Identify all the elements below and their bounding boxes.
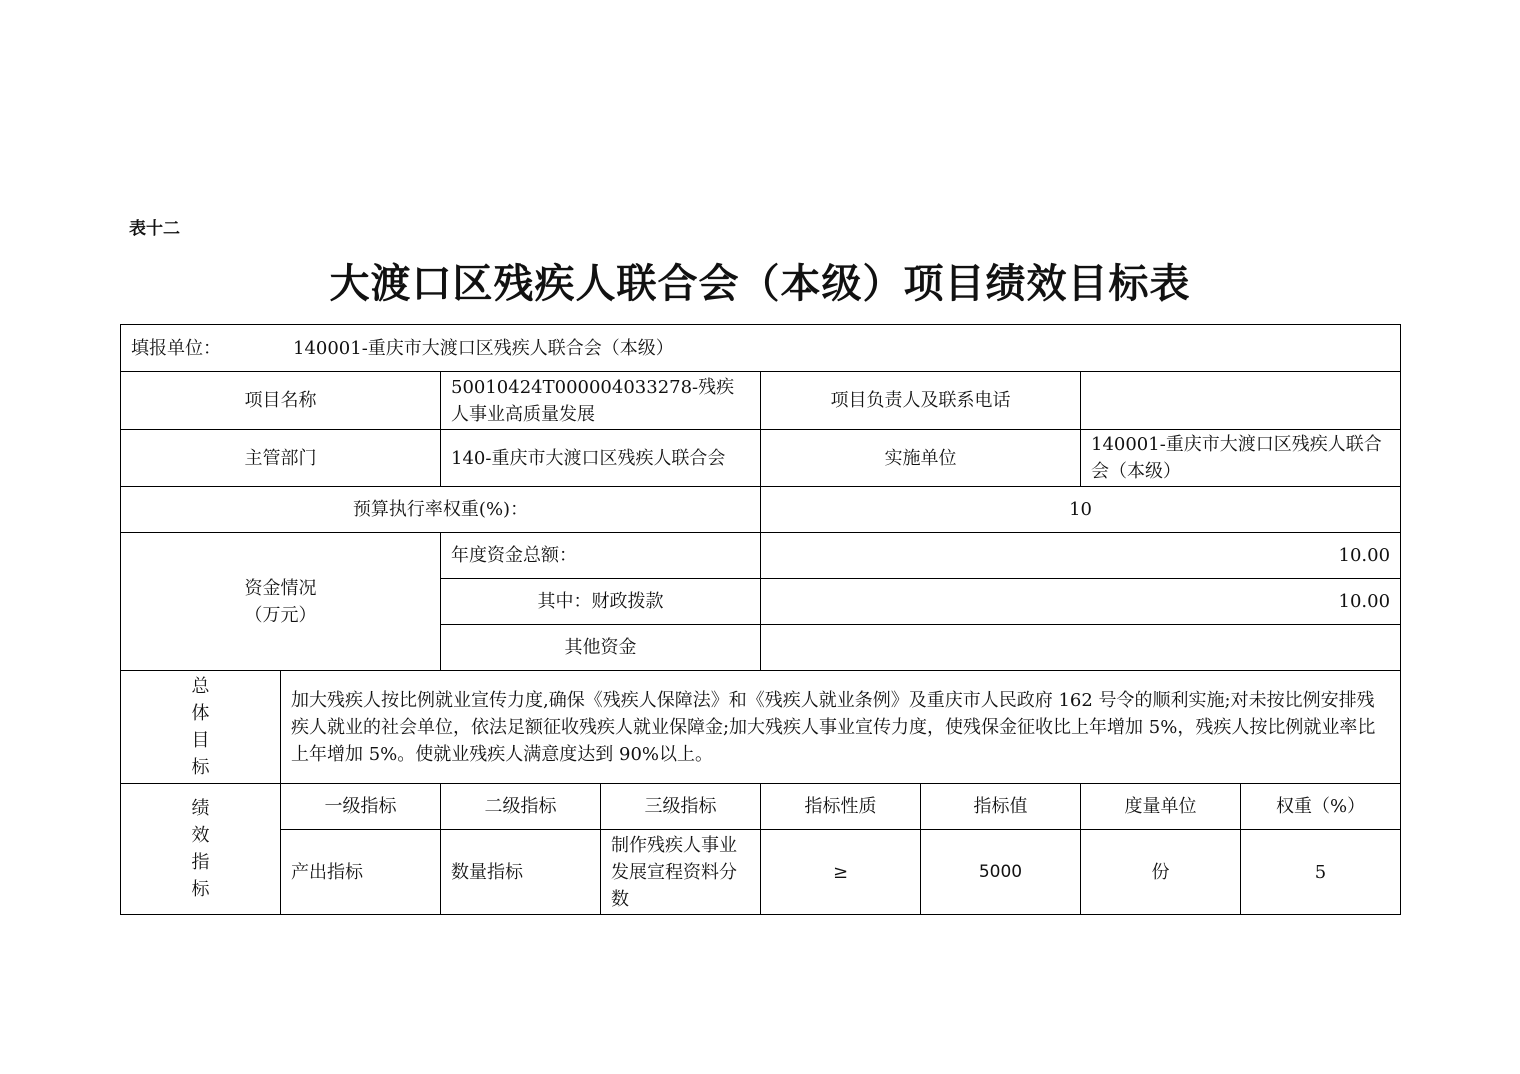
- header-nature: 指标性质: [761, 784, 921, 830]
- funds-label: [121, 533, 441, 671]
- header-weight: 权重（%）: [1241, 784, 1401, 830]
- row-value: 5000: [921, 830, 1081, 915]
- fill-unit-cell: [121, 325, 1401, 372]
- performance-goal-table: [120, 324, 1401, 915]
- header-level3: 三级指标: [601, 784, 761, 830]
- impl-unit-label: 实施单位: [761, 430, 1081, 487]
- dept-value: 140-重庆市大渡口区残疾人联合会: [441, 430, 761, 487]
- overall-goal-label: 总 体 目 标: [121, 671, 281, 784]
- project-leader-label: 项目负责人及联系电话: [761, 372, 1081, 430]
- fill-unit-label: 填报单位：: [131, 337, 221, 359]
- budget-weight-label: 预算执行率权重(%)：: [121, 487, 761, 533]
- project-name-value: 50010424T000004033278-残疾人事业高质量发展: [441, 372, 761, 430]
- row-unit: 份: [1081, 830, 1241, 915]
- row-level2: 数量指标: [441, 830, 601, 915]
- other-funds-value: [761, 625, 1401, 671]
- fiscal-value: 10.00: [761, 579, 1401, 625]
- header-value: 指标值: [921, 784, 1081, 830]
- funds-label-line2: （万元）: [244, 604, 317, 626]
- overall-goal-text: 加大残疾人按比例就业宣传力度,确保《残疾人保障法》和《残疾人就业条例》及重庆市人民政府 162 号令的顺利实施;对未按比例安排残疾人就业的社会单位，依法足额征收残疾人就业保障金;加大残疾人事业宣传力度，使残保金征收比上年增加 5%，残疾人按比例就业率比上年增加 5%。使就业残疾人满意度达到 90%以上。: [281, 671, 1401, 784]
- impl-unit-value: 140001-重庆市大渡口区残疾人联合会（本级）: [1081, 430, 1401, 487]
- table-number-label: 表十二: [129, 219, 180, 239]
- fill-unit-value: 140001-重庆市大渡口区残疾人联合会（本级）: [293, 337, 674, 359]
- perf-indicator-label: 绩 效 指 标: [121, 784, 281, 915]
- dept-label: 主管部门: [121, 430, 441, 487]
- table-row: [121, 830, 1401, 915]
- project-name-label: 项目名称: [121, 372, 441, 430]
- header-unit: 度量单位: [1081, 784, 1241, 830]
- budget-weight-value: 10: [761, 487, 1401, 533]
- other-funds-label: 其他资金: [441, 625, 761, 671]
- row-level1: 产出指标: [281, 830, 441, 915]
- project-name-row: [121, 372, 1401, 430]
- indicator-header-row: [121, 784, 1401, 830]
- overall-goal-row: [121, 671, 1401, 784]
- department-row: [121, 430, 1401, 487]
- page-title: 大渡口区残疾人联合会（本级）项目绩效目标表: [329, 260, 1191, 307]
- annual-total-label: 年度资金总额：: [441, 533, 761, 579]
- fiscal-label: 其中：财政拨款: [441, 579, 761, 625]
- project-leader-value: [1081, 372, 1401, 430]
- fill-unit-row: [121, 325, 1401, 372]
- row-weight: 5: [1241, 830, 1401, 915]
- annual-total-value: 10.00: [761, 533, 1401, 579]
- annual-total-row: [121, 533, 1401, 579]
- row-nature: ≥: [761, 830, 921, 915]
- funds-label-line1: 资金情况: [244, 577, 317, 599]
- header-level1: 一级指标: [281, 784, 441, 830]
- header-level2: 二级指标: [441, 784, 601, 830]
- budget-weight-row: [121, 487, 1401, 533]
- row-level3: 制作残疾人事业发展宣程资料分数: [601, 830, 761, 915]
